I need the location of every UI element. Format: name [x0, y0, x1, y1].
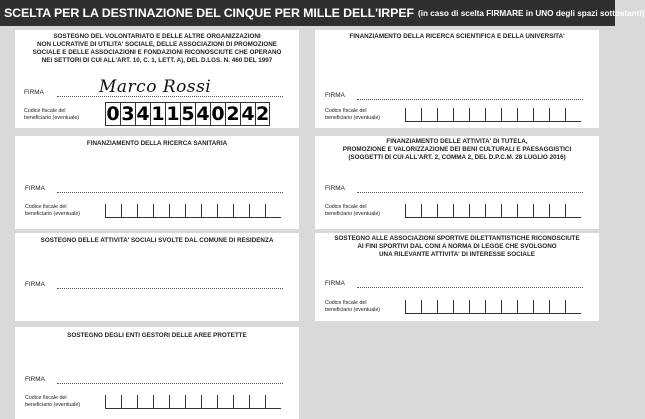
cf-box[interactable] [121, 395, 137, 409]
cf-box[interactable] [233, 204, 249, 218]
cf-baseline [405, 217, 581, 218]
form-title: SCELTA PER LA DESTINAZIONE DEL CINQUE PER MILLE DELL'IRPEF [4, 6, 414, 20]
cf-label: Codice fiscale del beneficiario (eventuale) [325, 300, 381, 313]
panel-title: FINANZIAMENTO DELLA RICERCA SANITARIA [86, 140, 228, 147]
cf-box[interactable] [249, 395, 265, 409]
cf-box[interactable] [185, 204, 201, 218]
cf-label: Codice fiscale del beneficiario (eventuale) [25, 395, 81, 408]
codice-fiscale-field[interactable] [105, 204, 281, 218]
cf-label: Codice fiscale del beneficiario (eventuale) [325, 204, 381, 217]
codice-fiscale-field[interactable] [105, 102, 270, 126]
cf-box[interactable] [405, 300, 421, 314]
firma-line[interactable] [57, 288, 283, 289]
firma-line[interactable] [357, 287, 583, 288]
cf-box[interactable] [137, 395, 153, 409]
panel-beni-culturali [315, 136, 599, 229]
cf-box[interactable] [533, 300, 549, 314]
panel-title: SOSTEGNO DEL VOLONTARIATO E DELLE ALTRE ORGANIZZAZIONI NON LUCRATIVE DI UTILITA' SOCIALE, DELLE ASSOCIAZIONI DI PROMOZIONE SOCIALE E DELLE ASSOCIAZIONI E FONDAZIONI RICONOSCIUTE CHE OPERANO NEI SETTORI DI CUI ALL'ART. 10, C. 1, LETT. A), DEL D.LGS. N. 460 DEL 1997 [32, 33, 282, 64]
cf-baseline [105, 408, 281, 409]
panel-title: FINANZIAMENTO DELLE ATTIVITA' DI TUTELA, PROMOZIONE E VALORIZZAZIONE DEI BENI CULTURALI E PAESAGGISTICI (SOGGETTI DI CUI ALL'ART. 2, COMMA 2, DEL D.P.C.M. 28 LUGLIO 2016) [342, 138, 572, 161]
cf-box[interactable] [453, 108, 469, 122]
cf-box[interactable] [517, 204, 533, 218]
cf-box[interactable] [485, 108, 501, 122]
firma-label: FIRMA [25, 281, 45, 288]
cf-box[interactable] [421, 108, 437, 122]
cf-box[interactable] [501, 204, 517, 218]
cf-box[interactable] [137, 204, 153, 218]
cf-box[interactable] [405, 108, 421, 122]
panel-ricerca-sanitaria [15, 136, 299, 229]
cf-box[interactable] [249, 204, 265, 218]
panel-title: SOSTEGNO DELLE ATTIVITA' SOCIALI SVOLTE DAL COMUNE DI RESIDENZA [40, 237, 274, 244]
cf-digit: 0 [211, 103, 225, 125]
cf-box[interactable] [565, 204, 581, 218]
cf-box[interactable] [201, 395, 217, 409]
signature: Marco Rossi [99, 77, 212, 97]
cf-box[interactable] [437, 108, 453, 122]
cf-box[interactable] [265, 204, 281, 218]
cf-box[interactable] [105, 204, 121, 218]
codice-fiscale-field[interactable] [405, 300, 581, 314]
cf-box[interactable] [549, 108, 565, 122]
codice-fiscale-field[interactable] [405, 108, 581, 122]
cf-digit: 1 [166, 103, 180, 125]
cf-box[interactable] [533, 108, 549, 122]
cf-box[interactable] [565, 108, 581, 122]
firma-label: FIRMA [325, 92, 345, 99]
cf-box[interactable] [121, 204, 137, 218]
firma-label: FIRMA [25, 185, 45, 192]
form-header [0, 0, 645, 26]
cf-box[interactable] [453, 204, 469, 218]
firma-line[interactable] [357, 99, 583, 100]
cf-label: Codice fiscale del beneficiario (eventuale) [24, 108, 80, 121]
cf-box[interactable] [533, 204, 549, 218]
cf-digit: 2 [256, 103, 270, 125]
cf-box[interactable] [485, 300, 501, 314]
cf-box[interactable] [201, 204, 217, 218]
cf-box[interactable] [437, 204, 453, 218]
firma-label: FIRMA [325, 185, 345, 192]
panel-title: FINANZIAMENTO DELLA RICERCA SCIENTIFICA E DELLA UNIVERSITA' [349, 33, 565, 40]
cf-box[interactable] [549, 300, 565, 314]
cf-box[interactable] [517, 108, 533, 122]
codice-fiscale-field[interactable] [405, 204, 581, 218]
cf-digit: 4 [136, 103, 150, 125]
cf-box[interactable] [153, 395, 169, 409]
panel-title: SOSTEGNO ALLE ASSOCIAZIONI SPORTIVE DILETTANTISTICHE RICONOSCIUTE AI FINI SPORTIVI DAL CONI A NORMA DI LEGGE CHE SVOLGONO UNA RILEVANTE ATTIVITA' DI INTERESSE SOCIALE [334, 235, 580, 258]
cf-box[interactable] [501, 300, 517, 314]
firma-line[interactable] [57, 383, 283, 384]
firma-line[interactable] [357, 192, 583, 193]
cf-box[interactable] [405, 204, 421, 218]
cf-box[interactable] [169, 204, 185, 218]
cf-box[interactable] [469, 300, 485, 314]
firma-label: FIRMA [25, 376, 45, 383]
cf-box[interactable] [549, 204, 565, 218]
cf-box[interactable] [265, 395, 281, 409]
cf-box[interactable] [437, 300, 453, 314]
cf-box[interactable] [501, 108, 517, 122]
cf-digit: 2 [226, 103, 240, 125]
cf-digit: 1 [151, 103, 165, 125]
panel-title: SOSTEGNO DEGLI ENTI GESTORI DELLE AREE PROTETTE [67, 332, 247, 339]
cf-baseline [105, 217, 281, 218]
cf-digit: 0 [106, 103, 120, 125]
firma-label: FIRMA [325, 280, 345, 287]
form-instruction: (in caso di scelta FIRMARE in UNO degli spazi sottostanti) [417, 8, 645, 18]
cf-box[interactable] [485, 204, 501, 218]
firma-line[interactable] [57, 192, 283, 193]
cf-digit: 3 [121, 103, 135, 125]
cf-box[interactable] [469, 108, 485, 122]
codice-fiscale-field[interactable] [105, 395, 281, 409]
cf-box[interactable] [233, 395, 249, 409]
cf-box[interactable] [469, 204, 485, 218]
cf-box[interactable] [105, 395, 121, 409]
cf-box[interactable] [421, 300, 437, 314]
cf-box[interactable] [169, 395, 185, 409]
cf-label: Codice fiscale del beneficiario (eventuale) [25, 204, 81, 217]
cf-baseline [405, 313, 581, 314]
panel-volontariato [15, 30, 299, 128]
cf-box[interactable] [153, 204, 169, 218]
panel-associazioni-sportive [315, 233, 599, 321]
cf-box[interactable] [565, 300, 581, 314]
cf-box[interactable] [517, 300, 533, 314]
cf-baseline [405, 121, 581, 122]
cf-digit: 4 [196, 103, 210, 125]
cf-digit: 5 [181, 103, 195, 125]
panel-comune-residenza [15, 233, 299, 321]
panel-aree-protette [15, 327, 299, 419]
panel-ricerca-scientifica [315, 30, 599, 128]
cf-box[interactable] [217, 395, 233, 409]
cf-box[interactable] [185, 395, 201, 409]
cf-box[interactable] [217, 204, 233, 218]
cf-label: Codice fiscale del beneficiario (eventuale) [325, 108, 381, 121]
cf-box[interactable] [453, 300, 469, 314]
firma-label: FIRMA [24, 89, 44, 96]
cf-digit: 4 [241, 103, 255, 125]
cf-box[interactable] [421, 204, 437, 218]
